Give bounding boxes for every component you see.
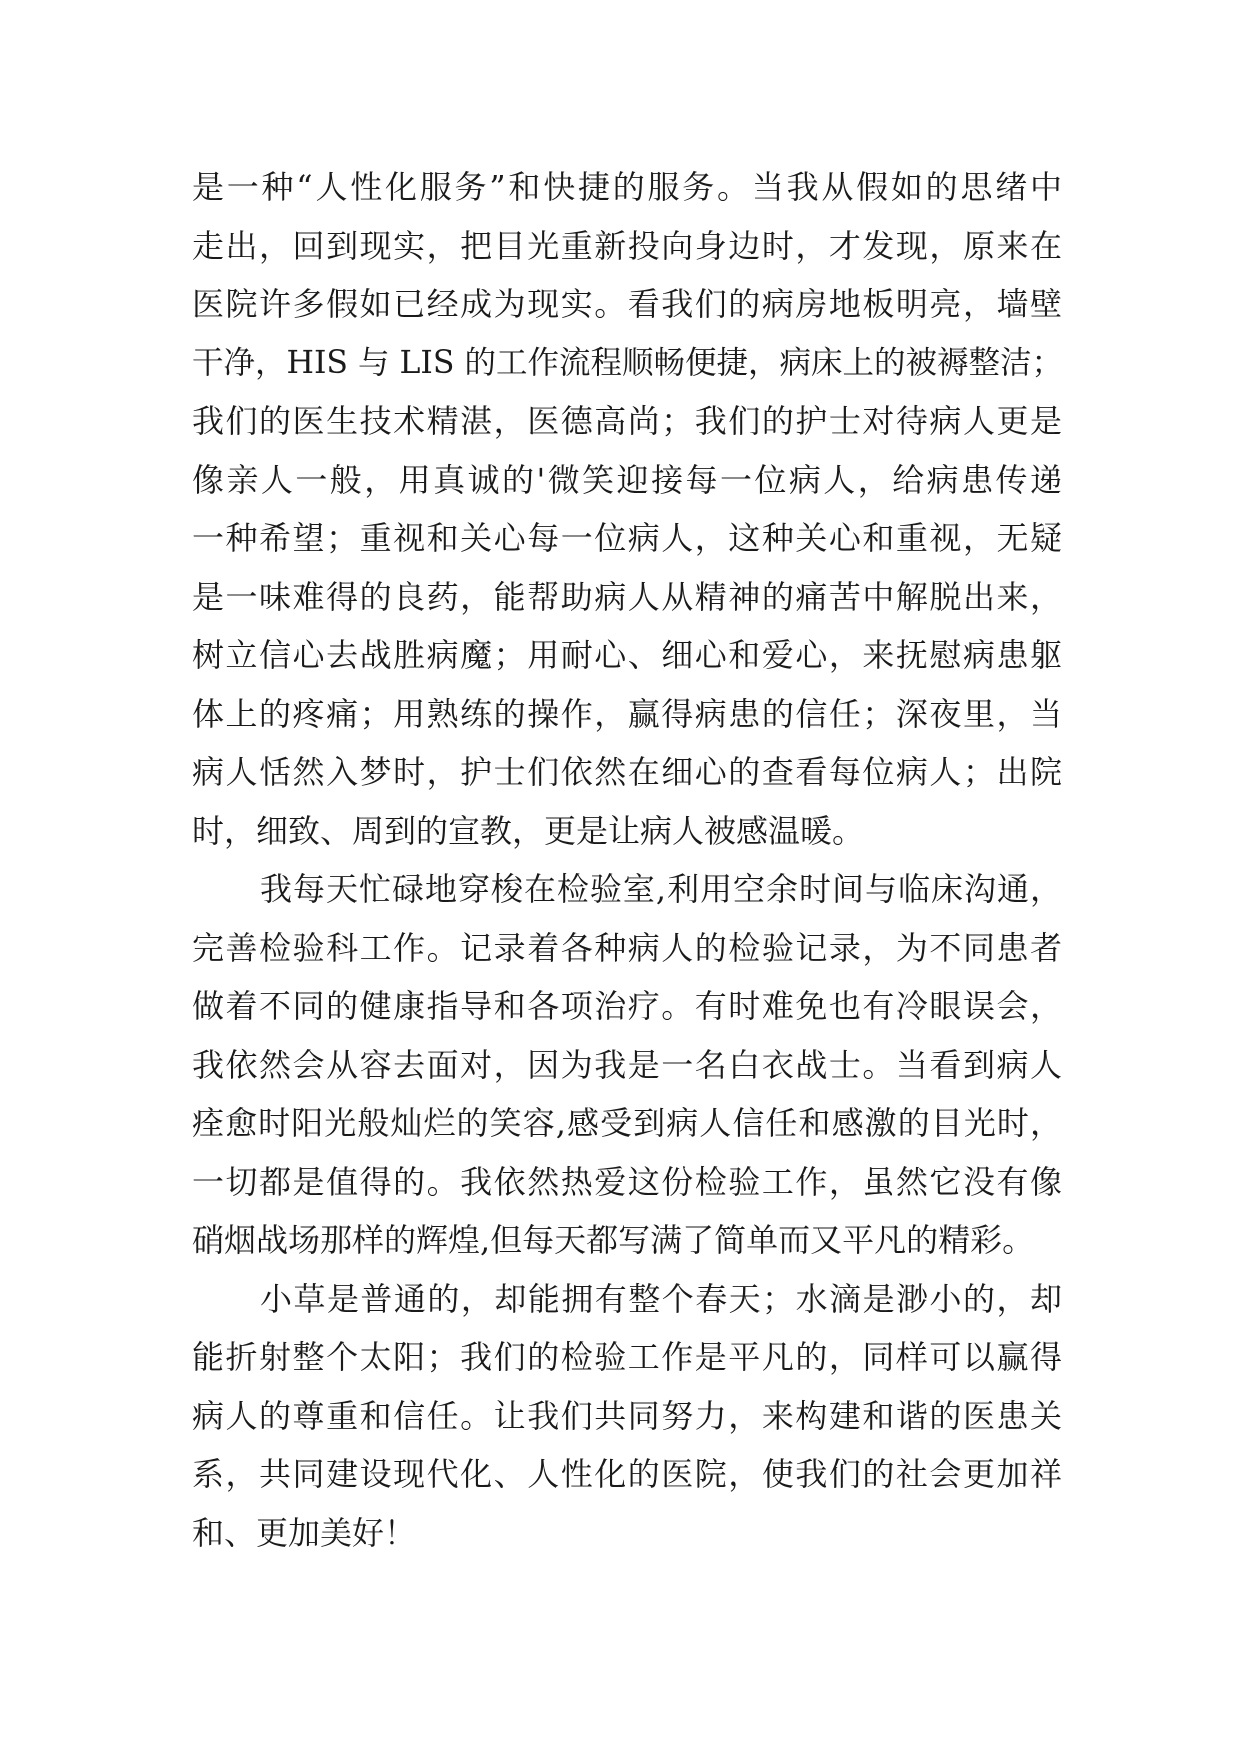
text-line: 能折射整个太阳；我们的检验工作是平凡的，同样可以赢得 bbox=[192, 1338, 1062, 1376]
text-line: 干净，HIS 与 LIS 的工作流程顺畅便捷，病床上的被褥整洁； bbox=[192, 344, 1063, 381]
text-line: 一种希望；重视和关心每一位病人，这种关心和重视，无疑 bbox=[192, 519, 1062, 557]
text-line: 医院许多假如已经成为现实。看我们的病房地板明亮，墙壁 bbox=[192, 285, 1062, 323]
text-line: 走出，回到现实，把目光重新投向身边时，才发现，原来在 bbox=[192, 226, 1062, 265]
text-line: 做着不同的健康指导和各项治疗。有时难免也有冷眼误会， bbox=[192, 987, 1062, 1025]
text-line: 我们的医生技术精湛，医德高尚；我们的护士对待病人更是 bbox=[192, 402, 1062, 440]
text-line: 小草是普通的，却能拥有整个春天；水滴是渺小的，却 bbox=[260, 1279, 1062, 1318]
text-line: 我依然会从容去面对，因为我是一名白衣战士。当看到病人 bbox=[192, 1045, 1062, 1084]
text-line: 和、更加美好！ bbox=[192, 1513, 417, 1552]
text-line: 是一种“人性化服务”和快捷的服务。当我从假如的思绪中 bbox=[192, 168, 1062, 206]
text-line: 时，细致、周到的宣教，更是让病人被感温暖。 bbox=[192, 811, 865, 850]
text-line: 硝烟战场那样的辉煌,但每天都写满了简单而又平凡的精彩。 bbox=[192, 1221, 1035, 1259]
text-line: 完善检验科工作。记录着各种病人的检验记录，为不同患者 bbox=[192, 928, 1062, 967]
text-line: 我每天忙碌地穿梭在检验室,利用空余时间与临床沟通， bbox=[260, 870, 1062, 908]
text-line: 系，共同建设现代化、人性化的医院，使我们的社会更加祥 bbox=[192, 1455, 1062, 1493]
text-line: 痊愈时阳光般灿烂的笑容,感受到病人信任和感激的目光时， bbox=[192, 1104, 1062, 1142]
text-line: 病人恬然入梦时，护士们依然在细心的查看每位病人；出院 bbox=[192, 753, 1062, 791]
text-line: 一切都是值得的。我依然热爱这份检验工作，虽然它没有像 bbox=[192, 1162, 1062, 1201]
text-line: 树立信心去战胜病魔；用耐心、细心和爱心，来抚慰病患躯 bbox=[192, 636, 1062, 674]
text-line: 是一味难得的良药，能帮助病人从精神的痛苦中解脱出来， bbox=[192, 577, 1062, 616]
body-text bbox=[192, 158, 1062, 1562]
text-line: 病人的尊重和信任。让我们共同努力，来构建和谐的医患关 bbox=[192, 1396, 1062, 1435]
text-line: 体上的疼痛；用熟练的操作，赢得病患的信任；深夜里，当 bbox=[192, 694, 1062, 733]
text-line: 像亲人一般，用真诚的'微笑迎接每一位病人，给病患传递 bbox=[192, 460, 1062, 499]
